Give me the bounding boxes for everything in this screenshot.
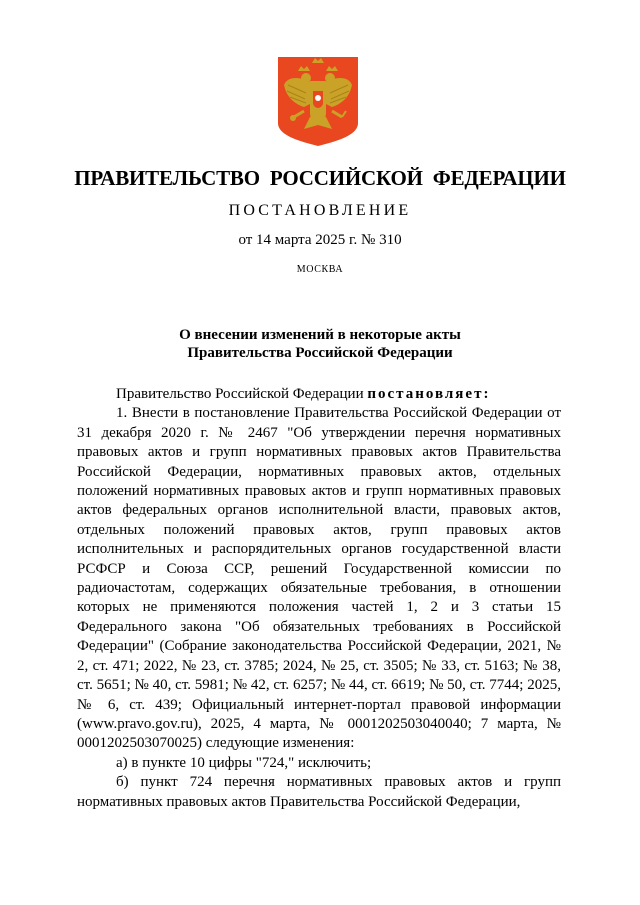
document-subject (0, 326, 640, 362)
document-city: МОСКВА (296, 264, 344, 275)
government-title: ПРАВИТЕЛЬСТВО РОССИЙСКОЙ ФЕДЕРАЦИИ (74, 166, 566, 190)
document-body (77, 385, 561, 812)
subject-line-2: Правительства Российской Федерации (187, 345, 453, 361)
subject-line-1: О внесении изменений в некоторые акты (179, 327, 461, 343)
preamble-text: Правительство Российской Федерации (116, 386, 368, 402)
item-1-paragraph: 1. Внести в постановление Правительства Российской Федерации от 31 декабря 2020 г. № 2467 "Об утверждении перечня нормативных правовых актов и групп нормативных правовых актов Правительства Российской Федерации, нормативных правовых актов, отдельных положений нормативных правовых актов и групп нормативных правовых актов федеральных органов исполнительной власти, правовых актов, отдельных положений правовых актов, групп правовых актов исполнительных и распорядительных органов государственной власти РСФСР и Союза ССР, решений Государственной комиссии по радиочастотам, содержащих обязательные требования, в отношении которых не применяются положения частей 1, 2 и 3 статьи 15 Федерального закона "Об обязательных требованиях в Российской Федерации" (Собрание законодательства Российской Федерации, 2021, № 2, ст. 471; 2022, № 23, ст. 3785; 2024, № 25, ст. 3505; № 33, ст. 5163; № 38, ст. 5651; № 40, ст. 5981; № 42, ст. 6257; № 44, ст. 6619; № 50, ст. 7744; 2025, № 6, ст. 439; Официальный интернет-портал правовой информации (www.pravo.gov.ru), 2025, 4 марта, № 0001202503040040; 7 марта, № 0001202503070025) следующие изменения: (77, 405, 561, 752)
coat-of-arms-emblem (276, 55, 360, 147)
document-type: ПОСТАНОВЛЕНИЕ (228, 202, 412, 219)
item-b-paragraph: б) пункт 724 перечня нормативных правовых актов и групп нормативных правовых актов Правительства Российской Федерации, (77, 774, 561, 810)
preamble-action: постановляет: (367, 386, 491, 402)
document-date-number: от 14 марта 2025 г. № 310 (238, 232, 402, 248)
coat-of-arms-russia-icon (276, 55, 360, 147)
preamble-paragraph (77, 385, 561, 404)
item-a-paragraph: а) в пункте 10 цифры "724," исключить; (116, 754, 372, 771)
